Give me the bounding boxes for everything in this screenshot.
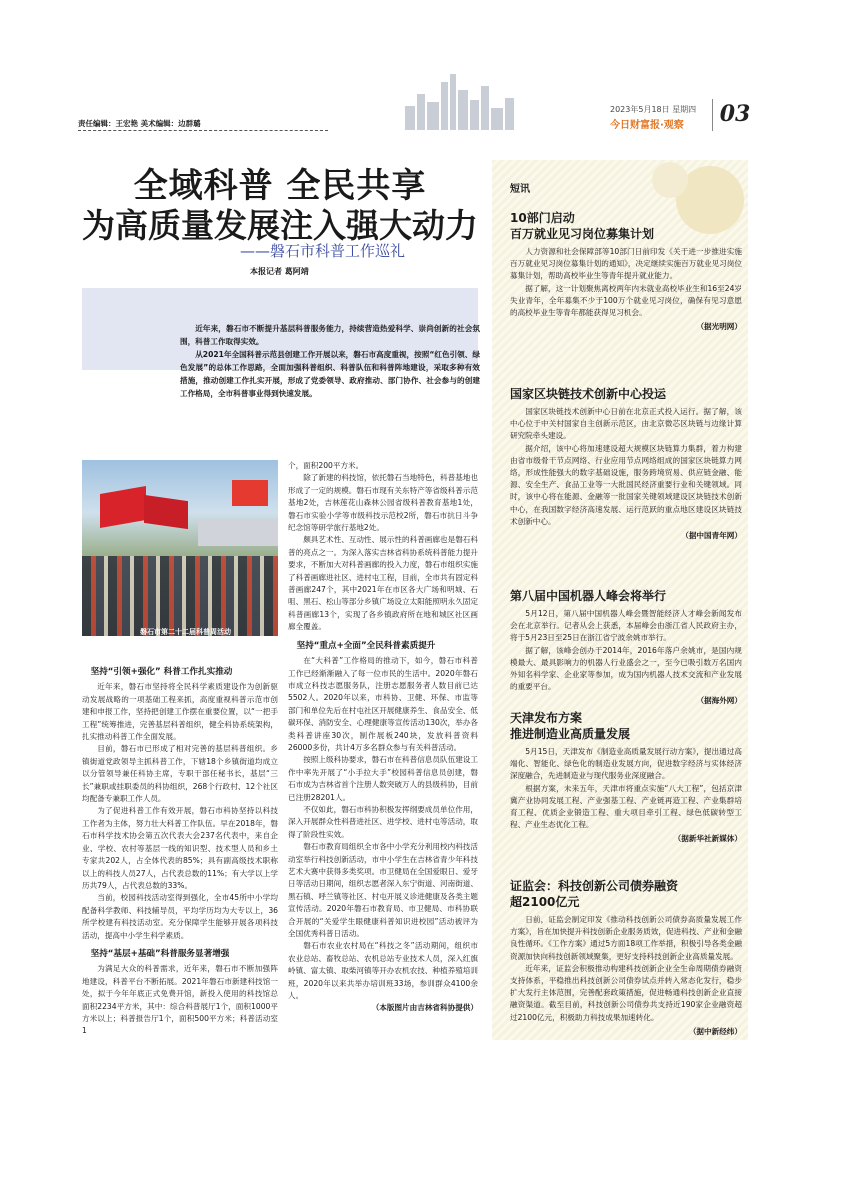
news-source: （据海外网） — [696, 696, 742, 706]
red-flag — [144, 495, 188, 529]
news-paragraph: 5月15日，天津发布《制造业高质量发展行动方案》，提出通过高端化、智能化、绿色化的制造业发展方向，促进数字经济与实体经济深度融合，先进制造业与现代服务业深度融合。 — [510, 747, 742, 781]
photo-credit: （本版图片由吉林省科协提供） — [371, 1003, 478, 1013]
news-title-line: 证监会：科技创新公司债券融资 — [510, 879, 679, 893]
body-paragraph: 在“大科普”工作格局的推动下，如今，磐石市科普工作已经渐渐融入了每一位市民的生活中。2020年磐石市成立科技志愿服务队，注册志愿服务者人数目前已达5502人。2020年以来，市科协、卫健、环保、市监等部门和单位先后在村屯社区开展健康养生、食品安全、低碳环保、消防安全、心理健康等宣传活动130次，举办各类科普讲座30次，制作展板240块，发放科普资料26000多份，共计4万多名群众参与有关科普活动。 — [288, 656, 478, 752]
lead-paragraph: 从2021年全国科普示范县创建工作开展以来，磐石市高度重视，按照“红色引领、绿色发展”的总体工作思路，全面加强科普组织、科普队伍和科普阵地建设，采取多种有效措施，推动创建工作扎实开展，形成了党委领导、政府推动、部门协作、社会参与的创建工作格局，全市科普事业得到快速发展。 — [180, 350, 480, 398]
body-paragraph: 除了新建的科技馆，依托磐石当地特色，科普基地也形成了一定的规模。磐石市现有关东特产等省级科普示范基地2处，吉林莲花山森林公园省级科普教育基地1处，磐石市实验小学等市级科技示范校2所，磐石市抗日斗争纪念馆等研学旅行基地2处。 — [288, 473, 478, 533]
editor-credits: 责任编辑：王宏艳 美术编辑：边群璐 — [78, 119, 201, 128]
news-title-line: 超2100亿元 — [510, 895, 580, 909]
news-paragraph: 近年来，证监会积极推动构建科技创新企业全生命周期债券融资支持体系，平稳推出科技创新公司债券试点并转入常态化发行，稳步扩大发行主体范围，完善配套政策措施，促进畅通科技创新企业直接融资渠道。截至目前，科技创新公司债券共支持近190家企业融资超过2100亿元，积极助力科技成果加速转化。 — [510, 963, 742, 1022]
headline-line-2: 为高质量发展注入强大动力 — [82, 206, 478, 245]
news-paragraph: 据了解，该峰会创办于2014年，2016年落户余姚市，是国内规模最大、最具影响力的机器人行业盛会之一，至今已吸引数万名国内外知名科学家、企业家等参加，成为国内机器人技术交流和产业发展的重要平台。 — [510, 645, 742, 692]
news-title — [510, 878, 742, 910]
body-paragraph: 近年来，磐石市坚持将全民科学素质建设作为创新驱动发展战略的一项基础工程来抓，高度重视科普示范市创建和申报工作，坚持把创建工作摆在重要位置，以“一把手工程”统筹推进，完善基层科普组织，健全科协系统架构，扎实推动科普工作全面发展。 — [82, 682, 278, 742]
news-item — [510, 386, 742, 542]
news-title — [510, 386, 742, 402]
body-paragraph: 按照上级科协要求，磐石市在科普信息员队伍建设工作中率先开展了“小手拉大手”校园科普信息员创建，磐石市成为吉林省首个注册人数突破万人的县级科协，目前已注册28201人。 — [288, 755, 478, 802]
news-item — [510, 878, 742, 1038]
news-title — [510, 210, 742, 242]
news-title — [510, 588, 742, 604]
news-title-line: 国家区块链技术创新中心投运 — [510, 387, 667, 401]
red-flag — [100, 486, 146, 528]
red-banner — [232, 480, 268, 506]
body-paragraph: 磐石市教育局组织全市各中小学充分利用校内科技活动室举行科技创新活动，市中小学生在吉林省青少年科技艺术大赛中获得多类奖项。市卫健局在全国爱眼日、爱牙日等活动日期间，组织志愿者深入东宁街道、河南街道、黑石镇、呼兰镇等社区、村屯开展义诊进健康及各类主题宣传活动。2020年磐石市教育局、市卫健局、市科协联合开展的“关爱学生眼健康科普知识进校园”活动被评为全国优秀科普日活动。 — [288, 842, 478, 939]
lead-paragraphs — [180, 322, 480, 400]
news-title-line: 百万就业见习岗位募集计划 — [510, 227, 655, 241]
body-paragraph: 磐石市农业农村局在“科技之冬”活动期间，组织市农业总站、畜牧总站、农机总站专业技术人员，深入红旗岭镇、富太镇、取柴河镇等开办农机农技、种植养殖培训班，2020年以来共举办培训班33场，参训群众4100余人。 — [288, 941, 478, 1001]
news-item — [510, 210, 742, 333]
news-paragraph: 5月12日，第八届中国机器人峰会暨智能经济人才峰会新闻发布会在北京举行。记者从会上获悉，本届峰会由浙江省人民政府主办，将于5月23日至25日在浙江省宁波余姚市举行。 — [510, 609, 742, 643]
lead-paragraph: 近年来，磐石市不断提升基层科普服务能力，持续营造热爱科学、崇尚创新的社会氛围，科普工作取得实效。 — [180, 324, 480, 346]
skyline-graphic — [400, 72, 520, 130]
subheadline: ——磐石市科普工作巡礼 — [240, 242, 406, 260]
news-title-line: 第八届中国机器人峰会将举行 — [510, 589, 667, 603]
news-paragraph: 据介绍，该中心将加速建设超大规模区块链算力集群，着力构建由省市级骨干节点网络、行业应用节点网络组成的国家区块链算力网络，形成性能强大的数字基础设施，服务跨境贸易、供应链金融、能源、安全生产、食品工业等一大批国民经济重要行业和关键领域。同时，该中心将在能源、金融等一批国家关键领域建设区块链技术创新中心，在我国数字经济高速发展、运行范跃的重点地区建设区块链技术创新中心。 — [510, 443, 742, 526]
news-title-line: 推进制造业高质量发展 — [510, 727, 631, 741]
body-paragraph: 当前，校园科技活动室得到强化，全市45所中小学均配备科学教师、科技辅导员，平均学历均为大专以上，36所学校建有科技活动室。充分保障学生能够开展各项科技活动，提高中小学生科学素质。 — [82, 893, 278, 940]
byline: 本报记者 葛阿靖 — [250, 267, 309, 276]
article-column-1 — [82, 660, 278, 1038]
news-paragraph: 人力资源和社会保障部等10部门日前印发《关于进一步推进实施百万就业见习岗位募集计划的通知》，决定继续实施百万就业见习岗位募集计划，帮助高校毕业生等青年提升就业能力。 — [510, 247, 742, 281]
crowd — [82, 556, 278, 636]
news-title-line: 10部门启动 — [510, 211, 575, 225]
tent — [198, 520, 278, 546]
news-item — [510, 710, 742, 846]
news-paragraph: 根据方案，未来五年，天津市将重点实施“八大工程”，包括京津冀产业协同发展工程、产业强基工程、产业链再造工程、产业集群培育工程、优质企业锻造工程、重大项目牵引工程、绿色低碳转型工程、产业生态优化工程。 — [510, 783, 742, 830]
body-paragraph: 目前，磐石市已形成了相对完善的基层科普组织。乡镇街道党政领导主抓科普工作，下辖18个乡镇街道均成立以分管领导兼任科协主席，专职干部任秘书长，基层“三长”兼职或挂职委员的科协组织，268个行政村、12个社区均配备专兼职工作人员。 — [82, 744, 278, 804]
body-paragraph: 为满足大众的科普需求，近年来，磐石市不断加强阵地建设，科普平台不断拓展。2021年磐石市新建科技馆一处，拟于今年年底正式免费开馆，新投入使用的科技馆总面积2234平方米，其中：综合科普展厅1个，面积1000平方米以上；科普报告厅1个，面积500平方米；科普活动室1 — [82, 964, 278, 1036]
body-paragraph: 颇具艺术性、互动性、展示性的科普画廊也是磐石科普的亮点之一。为深入落实吉林省科协系统科普能力提升要求，不断加大对科普画廊的投入力度，磐石市组织实施了科普画廊进社区、进村屯工程，目前，全市共有固定科普画廊247个，其中2021年在市区各大广场和明城、石咀、黑石、松山等部分乡镇广场设立太阳能照明永久固定科普画廊13个，实现了各乡镇政府所在地和城区社区画廊全覆盖。 — [288, 535, 478, 632]
news-paragraph: 据了解，这一计划聚焦离校两年内未就业高校毕业生和16至24岁失业青年，全年募集不少于100万个就业见习岗位，确保有见习意愿的高校毕业生等青年都能获得见习机会。 — [510, 283, 742, 318]
body-paragraph: 为了促进科普工作有效开展，磐石市科协坚持以科技工作者为主体，努力壮大科普工作队伍。早在2018年，磐石市科学技术协会第五次代表大会237名代表中，来自企业、学校、农村等基层一线的知识型、技术型人员和乡土专家共202人，占全体代表的85%；具有副高级技术职称以上的科技人员27人，占代表总数的11%；有大学以上学历共79人，占代表总数的33%。 — [82, 806, 278, 890]
photo-caption: 磐石市第二十二届科普周活动 — [140, 628, 231, 636]
page-number-rule — [712, 99, 713, 131]
section-heading: 坚持“引领+强化” 科普工作扎实推动 — [90, 667, 233, 677]
news-paragraph: 日前，证监会制定印发《推动科技创新公司债券高质量发展工作方案》，旨在加快提升科技创新企业服务质效，促进科技、产业和金融良性循环。《工作方案》通过5方面18项工作举措，积极引导各类金融资源加快向科技创新领域聚集，更好支持科技创新企业高质量发展。 — [510, 915, 742, 961]
news-source: （据光明网） — [696, 322, 742, 332]
news-source: （据中国青年网） — [681, 531, 742, 541]
header-rule — [78, 130, 328, 131]
body-paragraph: 不仅如此，磐石市科协积极发挥纲要成员单位作用，深入开展群众性科普进社区、进学校、进村屯等活动，取得了阶段性实效。 — [288, 804, 478, 839]
news-title — [510, 710, 742, 742]
news-item — [510, 588, 742, 708]
issue-date: 2023年5月18日 星期四 — [610, 105, 697, 114]
page-number: 03 — [719, 101, 751, 127]
section-name: 今日财富报·观察 — [610, 120, 684, 131]
news-source: （据中新经纬） — [688, 1026, 742, 1036]
event-photo — [82, 460, 278, 636]
news-title-line: 天津发布方案 — [510, 711, 583, 725]
sidebar-label: 短讯 — [510, 184, 530, 195]
headline-line-1: 全域科普 全民共享 — [133, 166, 427, 206]
section-heading: 坚持“重点+全面”全民科普素质提升 — [296, 640, 436, 651]
news-source: （据新华社新媒体） — [673, 834, 742, 844]
section-heading: 坚持“基层+基础”科普服务显著增强 — [90, 948, 230, 959]
news-paragraph: 国家区块链技术创新中心日前在北京正式投入运行。据了解，该中心位于中关村国家自主创新示范区，由北京微芯区块链与边缘计算研究院牵头建设。 — [510, 407, 742, 441]
article-column-2 — [288, 460, 478, 1015]
body-paragraph: 个，面积200平方米。 — [288, 461, 364, 470]
